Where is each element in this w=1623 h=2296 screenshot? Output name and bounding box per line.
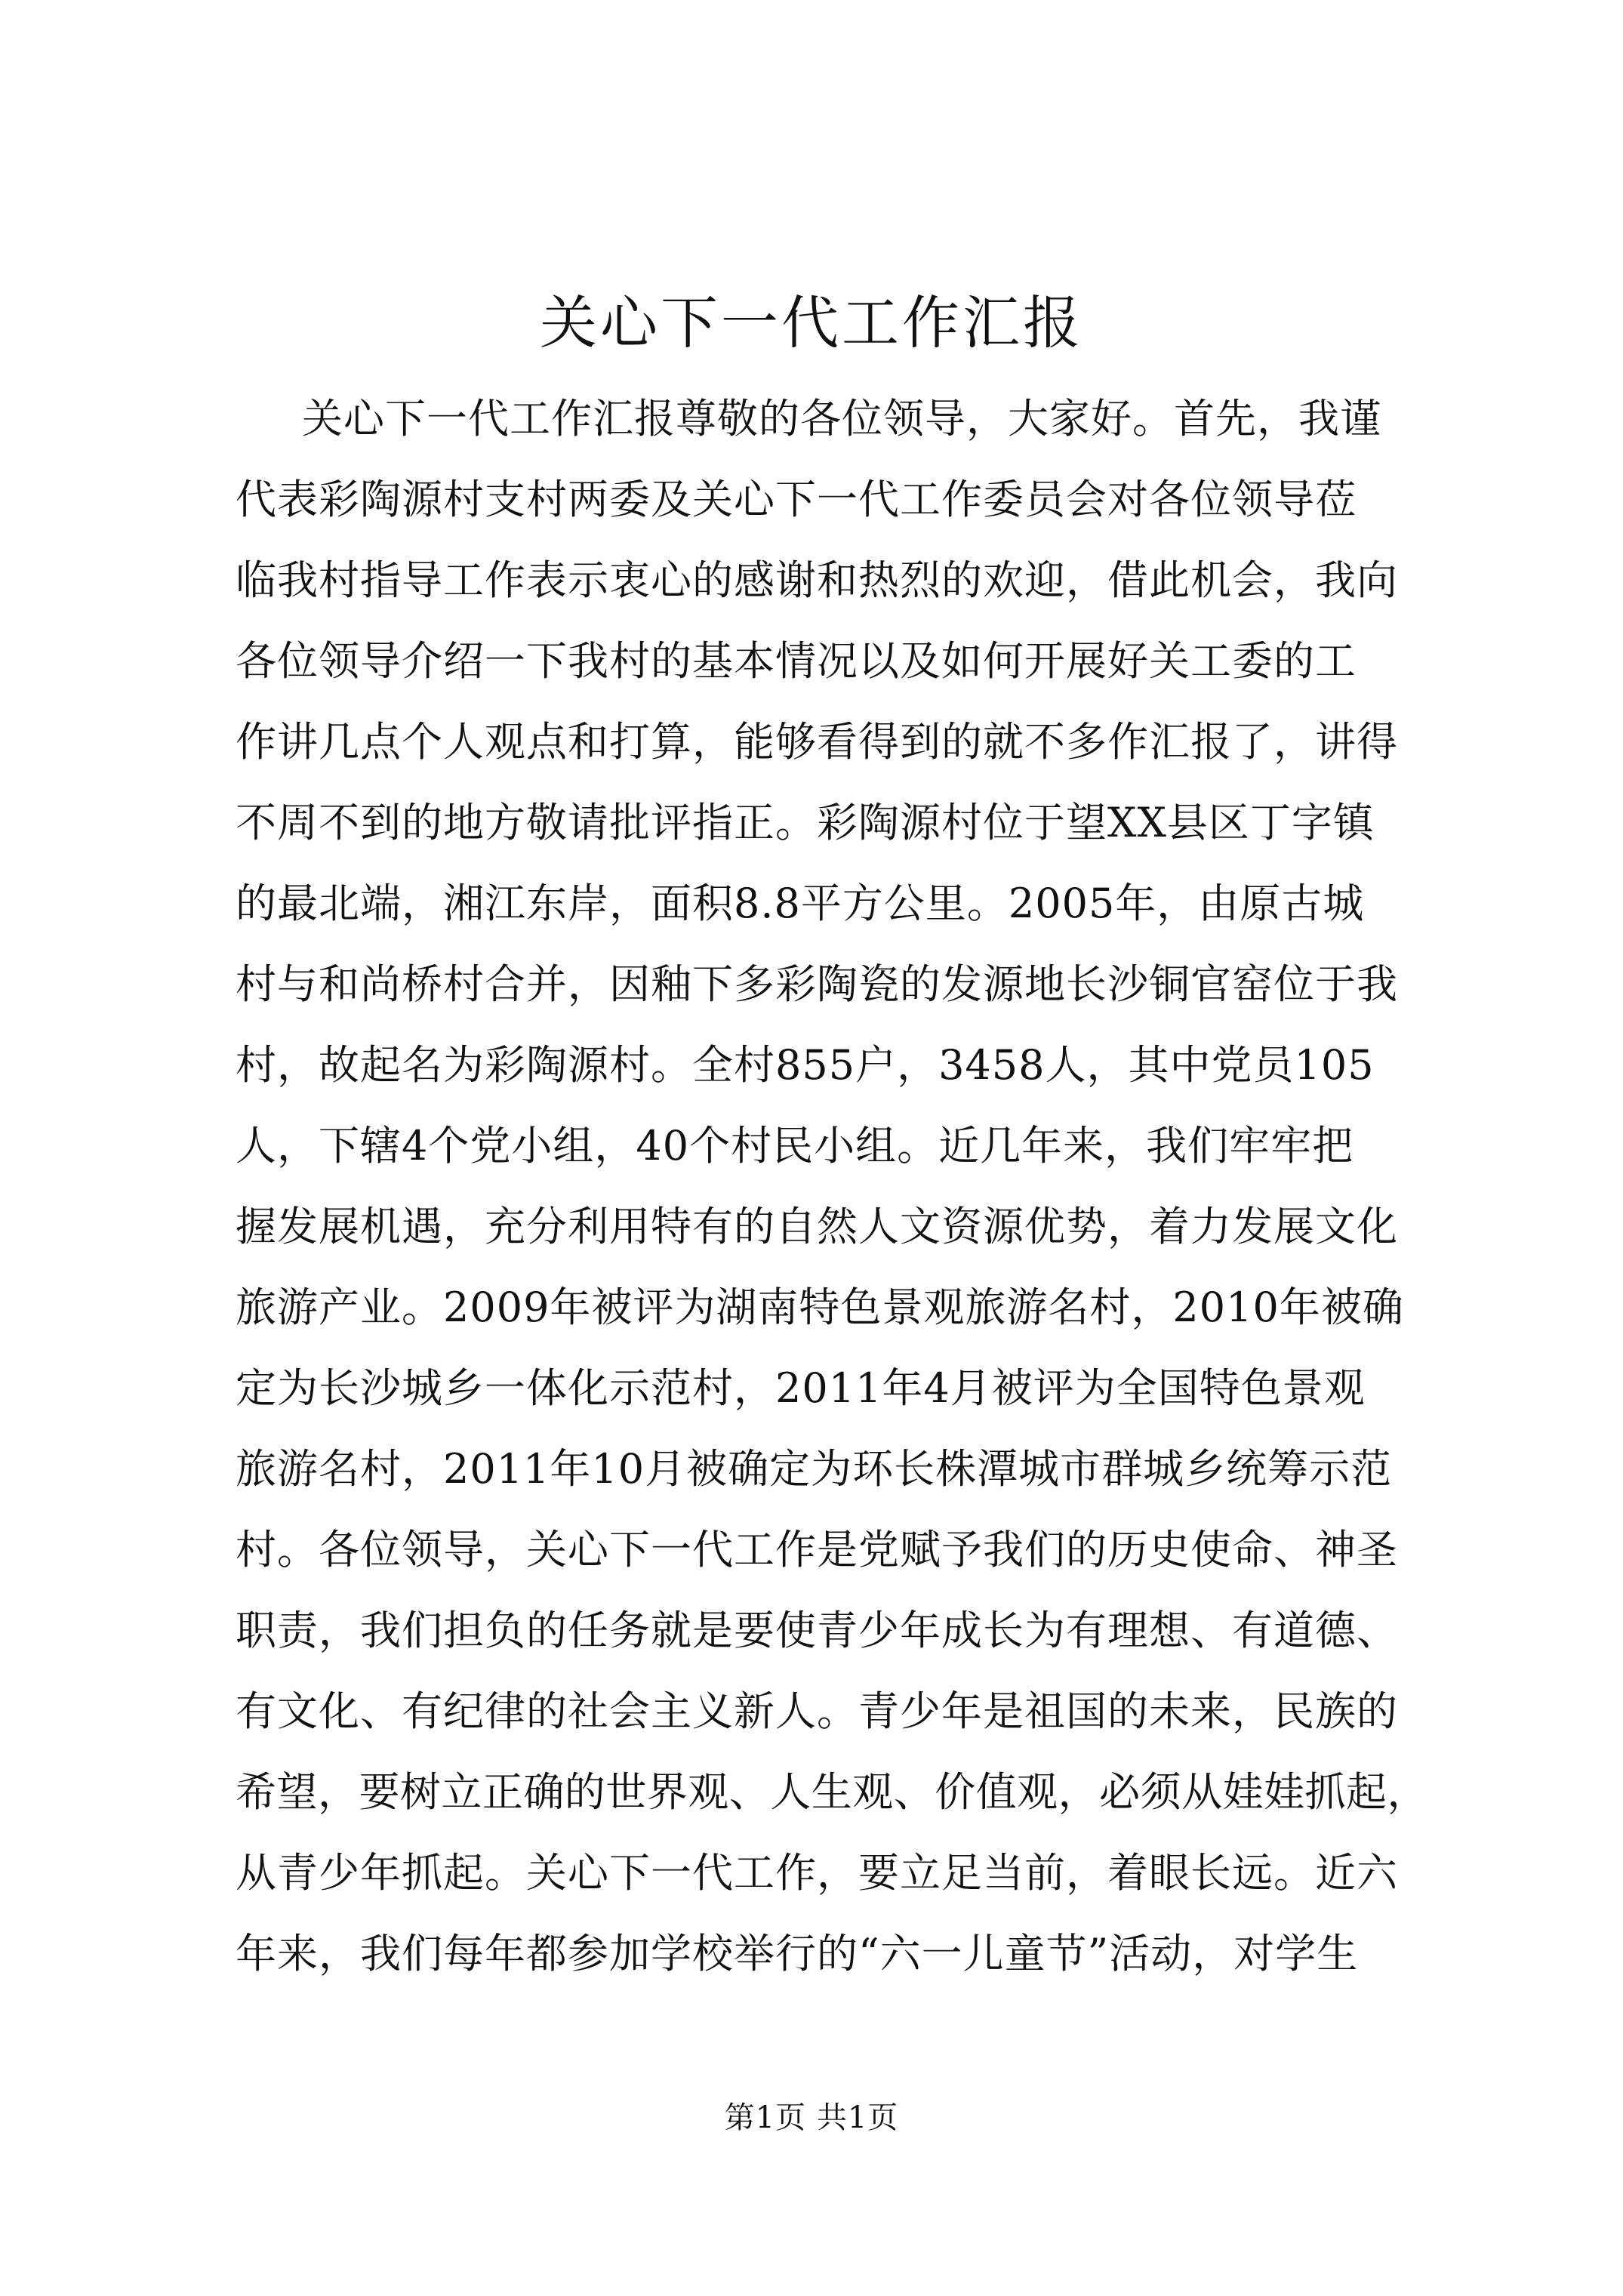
body-line-15: 村。各位领导，关心下一代工作是党赋予我们的历史使命、神圣 xyxy=(236,1526,1398,1573)
body-line-8: 村与和尚桥村合并，因釉下多彩陶瓷的发源地长沙铜官窑位于我 xyxy=(236,960,1398,1008)
body-line-12: 旅游产业。2009年被评为湖南特色景观旅游名村，2010年被确 xyxy=(236,1284,1404,1331)
body-line-5: 作讲几点个人观点和打算，能够看得到的就不多作汇报了，讲得 xyxy=(236,718,1398,766)
body-line-18: 希望，要树立正确的世界观、人生观、价值观，必须从娃娃抓起， xyxy=(236,1768,1428,1816)
body-line-20: 年来，我们每年都参加学校举行的“六一儿童节”活动，对学生 xyxy=(236,1930,1359,1977)
body-line-17: 有文化、有纪律的社会主义新人。青少年是祖国的未来，民族的 xyxy=(236,1687,1398,1735)
body-line-7: 的最北端，湘江东岸，面积8.8平方公里。2005年，由原古城 xyxy=(236,880,1365,927)
page-footer: 第1页 共1页 xyxy=(724,2100,899,2135)
body-line-10: 人，下辖4个党小组，40个村民小组。近几年来，我们牢牢把 xyxy=(236,1122,1354,1170)
body-line-9: 村，故起名为彩陶源村。全村855户，3458人，其中党员105 xyxy=(236,1041,1375,1089)
body-line-19: 从青少年抓起。关心下一代工作，要立足当前，着眼长远。近六 xyxy=(236,1849,1398,1897)
body-line-16: 职责，我们担负的任务就是要使青少年成长为有理想、有道德、 xyxy=(236,1607,1398,1654)
body-line-2: 代表彩陶源村支村两委及关心下一代工作委员会对各位领导莅 xyxy=(236,476,1357,523)
body-line-4: 各位领导介绍一下我村的基本情况以及如何开展好关工委的工 xyxy=(236,637,1357,685)
body-line-14: 旅游名村，2011年10月被确定为环长株潭城市群城乡统筹示范 xyxy=(236,1445,1393,1493)
body-line-6: 不周不到的地方敬请批评指正。彩陶源村位于望XX县区丁字镇 xyxy=(236,799,1375,846)
page-title: 关心下一代工作汇报 xyxy=(540,289,1083,356)
body-line-13: 定为长沙城乡一体化示范村，2011年4月被评为全国特色景观 xyxy=(236,1364,1366,1412)
body-line-11: 握发展机遇，充分利用特有的自然人文资源优势，着力发展文化 xyxy=(236,1203,1398,1250)
body-line-3: 临我村指导工作表示衷心的感谢和热烈的欢迎，借此机会，我向 xyxy=(236,556,1398,604)
body-line-1: 关心下一代工作汇报尊敬的各位领导，大家好。首先，我谨 xyxy=(302,395,1381,442)
